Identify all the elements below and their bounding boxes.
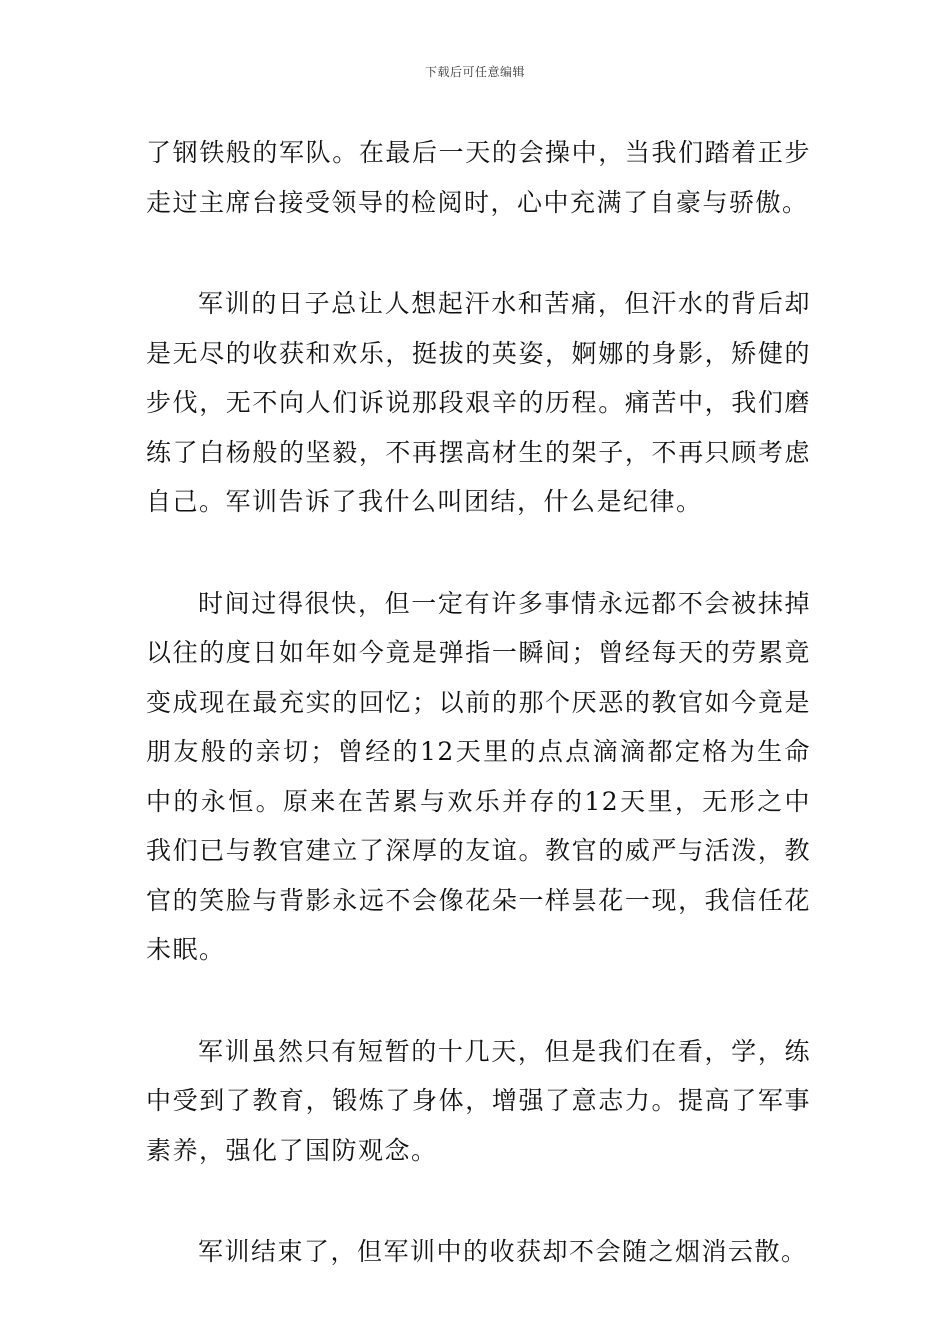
paragraph-4: 军训虽然只有短暂的十几天，但是我们在看，学，练中受到了教育，锻炼了身体，增强了意志力。提高了军事素养，强化了国防观念。	[146, 1036, 811, 1165]
paragraph-3: 时间过得很快，但一定有许多事情永远都不会被抹掉以往的度日如年如今竟是弹指一瞬间；曾经每天的劳累竟变成现在最充实的回忆；以前的那个厌恶的教官如今竟是朋友般的亲切；曾经的12天里的点点滴滴都定格为生命中的永恒。原来在苦累与欢乐并存的12天里，无形之中我们已与教官建立了深厚的友谊。教官的威严与活泼，教官的笑脸与背影永远不会像花朵一样昙花一现，我信任花未眠。	[146, 588, 811, 964]
document-body	[146, 128, 811, 1277]
page-header-note: 下载后可任意编辑	[424, 65, 525, 79]
paragraph-5: 军训结束了，但军训中的收获却不会随之烟消云散。	[198, 1237, 808, 1266]
paragraph-2: 军训的日子总让人想起汗水和苦痛，但汗水的背后却是无尽的收获和欢乐，挺拔的英姿，婀娜的身影，矫健的步伐，无不向人们诉说那段艰辛的历程。痛苦中，我们磨练了白杨般的坚毅，不再摆高材生的架子，不再只顾考虑自己。军训告诉了我什么叫团结，什么是纪律。	[146, 289, 811, 516]
paragraph-1: 了钢铁般的军队。在最后一天的会操中，当我们踏着正步走过主席台接受领导的检阅时，心中充满了自豪与骄傲。	[146, 138, 811, 217]
